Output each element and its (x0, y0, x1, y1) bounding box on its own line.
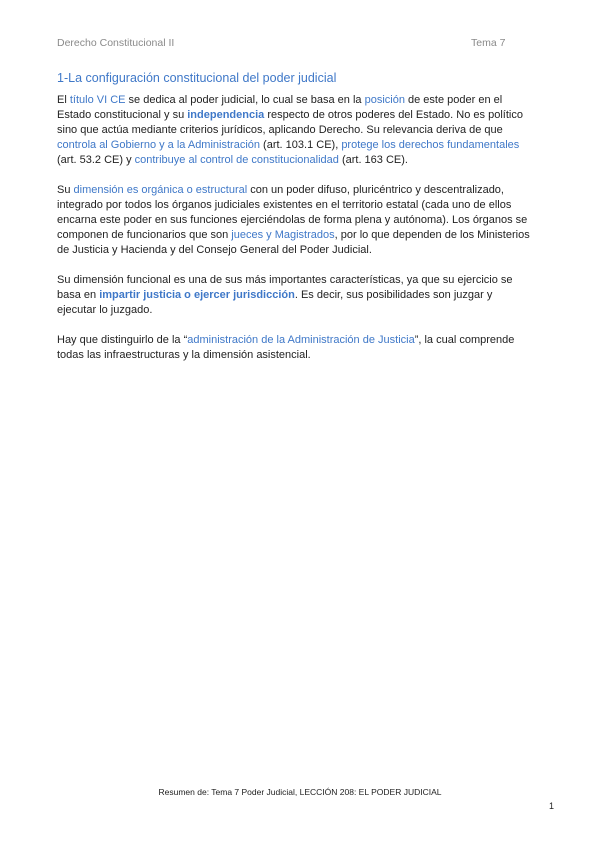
highlight-titulo-vi: título VI CE (69, 94, 126, 106)
highlight-posicion: posición (364, 94, 405, 106)
highlight-independencia: independencia (187, 109, 265, 121)
text-span: de este poder en el Estado constitucional y su (57, 94, 503, 121)
highlight-protege-derechos: protege los derechos fundamentales (341, 139, 520, 151)
highlight-control-constitucionalidad: contribuye al control de constitucionalidad (134, 154, 339, 166)
text-span: ”, la cual comprende todas las infraestructuras y la dimensión asistencial. (57, 334, 515, 361)
text-span: con un poder difuso, pluricéntrico y descentralizado, integrado por todos los órganos judiciales existentes en el territorio estatal (cada uno de ellos encarna este poder en sus funciones ejerciéndolas de forma plena y autónoma). Los órganos se componen de funcionarios que son (57, 184, 528, 241)
paragraph-1 (57, 93, 532, 168)
text-span: , por lo que dependen de los Ministerios de Justicia y Hacienda y del Consejo General del Poder Judicial. (57, 229, 530, 256)
footer-summary: Resumen de: Tema 7 Poder Judicial, LECCIÓN 208: EL PODER JUDICIAL (158, 787, 442, 797)
paragraph-4 (57, 333, 532, 363)
text-span: . Es decir, sus posibilidades son juzgar y ejecutar lo juzgado. (57, 289, 493, 316)
text-span: (art. 103.1 CE), (260, 139, 342, 151)
document-body (57, 71, 532, 378)
highlight-dimension-organica: dimensión es orgánica o estructural (73, 184, 248, 196)
text-span: Su (57, 184, 74, 196)
paragraph-3 (57, 273, 532, 318)
highlight-administracion-justicia: administración de la Administración de Justicia (187, 334, 415, 346)
text-span: (art. 53.2 CE) y (57, 154, 135, 166)
text-span: Su dimensión funcional es una de sus más importantes características, ya que su ejercicio se basa en (57, 274, 513, 301)
text-span: se dedica al poder judicial, lo cual se basa en la (125, 94, 365, 106)
text-span: (art. 163 CE). (338, 154, 408, 166)
highlight-jueces-magistrados: jueces y Magistrados (231, 229, 335, 241)
page-number: 1 (549, 801, 555, 811)
text-span: Hay que distinguirlo de la “ (57, 334, 188, 346)
header-course-title: Derecho Constitucional II (57, 37, 175, 49)
highlight-impartir-justicia: impartir justicia o ejercer jurisdicción (99, 289, 295, 301)
header-topic: Tema 7 (471, 37, 506, 49)
section-heading: 1-La configuración constitucional del poder judicial (57, 71, 337, 85)
text-span: El (57, 94, 70, 106)
paragraph-2 (57, 183, 532, 258)
text-span: respecto de otros poderes del Estado. No es político sino que actúa mediante criterios jurídicos, aplicando Derecho. Su relevancia deriva de que (57, 109, 523, 136)
highlight-controla-gobierno: controla al Gobierno y a la Administración (57, 139, 260, 151)
